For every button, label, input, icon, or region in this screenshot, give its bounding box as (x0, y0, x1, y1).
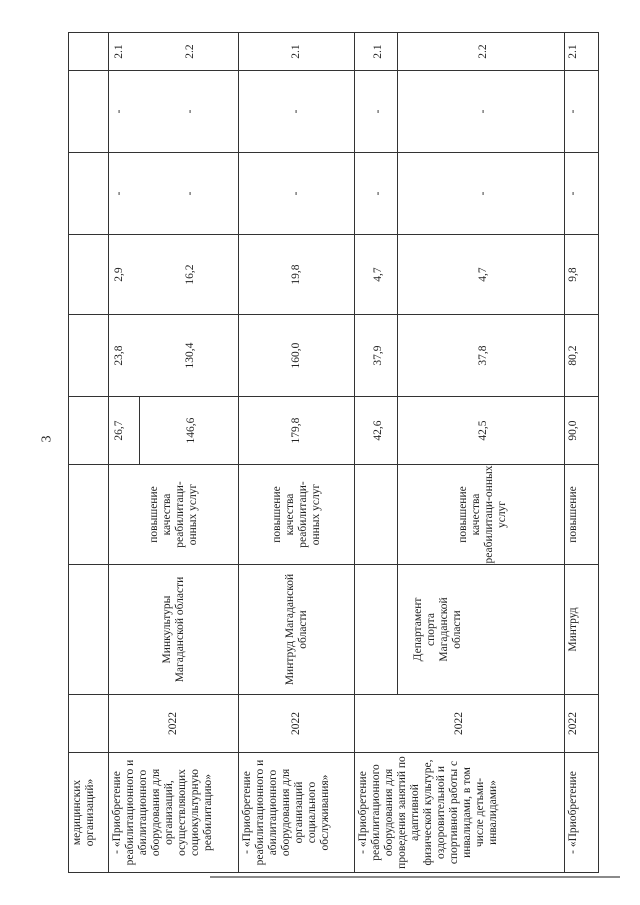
cell-v5: - (239, 71, 355, 153)
cell-v4: - (565, 153, 599, 235)
cell-year: 2022 (355, 695, 565, 753)
cell-v2 (69, 315, 109, 397)
cell-code: 2.1 (565, 33, 599, 71)
value-main: - (476, 191, 489, 196)
cell-v1: 90,0 (565, 397, 599, 465)
cell-executor (69, 565, 109, 695)
table-row (109, 33, 239, 873)
page-number: 3 (39, 435, 55, 443)
table-row (565, 33, 599, 873)
cell-executor (355, 565, 565, 695)
value-main: Департамент спорта Магаданской области (412, 597, 463, 662)
cell-v4 (355, 153, 565, 235)
cell-v1 (69, 397, 109, 465)
cell-v5 (69, 71, 109, 153)
value-main: - (476, 109, 489, 114)
cell-code (355, 33, 565, 71)
value-main: 146,6 (184, 417, 197, 444)
cell-year: 2022 (239, 695, 355, 753)
cell-year: 2022 (109, 695, 239, 753)
cell-result (69, 465, 109, 565)
cell-year (69, 695, 109, 753)
cell-result: повышение качества реабилитаци-онных услуг (109, 465, 239, 565)
value-top: 37,9 (355, 315, 398, 396)
cell-v1 (355, 397, 565, 465)
value-top: 2.1 (355, 33, 398, 70)
cell-code (109, 33, 239, 71)
cell-v3 (355, 235, 565, 315)
cell-name: - «Приобретение (565, 753, 599, 873)
cell-v3 (69, 235, 109, 315)
cell-executor: Минтруд (565, 565, 599, 695)
value-top: 2.1 (113, 44, 125, 59)
cell-v3: 9,8 (565, 235, 599, 315)
cell-code (69, 33, 109, 71)
cell-v2 (109, 315, 239, 397)
cell-v1 (109, 397, 239, 465)
value-top: 2,9 (113, 267, 125, 282)
cell-executor: Минкультуры Магаданской области (109, 565, 239, 695)
value-top: 23,8 (113, 345, 125, 366)
cell-v4 (109, 153, 239, 235)
value-main: - (184, 109, 196, 114)
cell-v4: - (239, 153, 355, 235)
program-table (68, 32, 599, 873)
value-main: 4,7 (476, 267, 489, 282)
cell-v4 (69, 153, 109, 235)
value-top: - (113, 109, 125, 114)
cell-v5 (355, 71, 565, 153)
value-main: - (184, 191, 196, 196)
cell-v3 (109, 235, 239, 315)
cell-v1: 179,8 (239, 397, 355, 465)
cell-result (355, 465, 565, 565)
cell-year: 2022 (565, 695, 599, 753)
value-main: 42,5 (476, 420, 489, 441)
cell-v2: 160,0 (239, 315, 355, 397)
value-top: - (113, 191, 125, 196)
cell-name: - «Приобретение реабилитационного и абилитационного оборудования для организаций, осуществляющих социокультурную реабилитацию» (109, 753, 239, 873)
cell-name: - «Приобретение реабилитационного и абилитационного оборудования для организаций социального обслуживания» (239, 753, 355, 873)
table-row (69, 33, 109, 873)
cell-result: повышение качества реабилитаци-онных услуг (239, 465, 355, 565)
value-top: - (355, 153, 398, 234)
value-main: 37,8 (476, 345, 489, 366)
cell-v2: 80,2 (565, 315, 599, 397)
cell-result: повышение (565, 465, 599, 565)
scan-edge-line (210, 876, 620, 878)
cell-v3: 19,8 (239, 235, 355, 315)
cell-executor: Минтруд Магаданской области (239, 565, 355, 695)
cell-name: медицинских организаций» (69, 753, 109, 873)
value-top: 26,7 (109, 397, 140, 464)
value-main: 16,2 (184, 264, 196, 285)
rotated-table-wrapper (68, 33, 598, 873)
value-main: повышение качества реабилитаци-онных услуг (457, 465, 508, 564)
cell-v5 (109, 71, 239, 153)
value-main: 130,4 (184, 342, 196, 369)
value-main: 2.2 (476, 44, 489, 59)
cell-code: 2.1 (239, 33, 355, 71)
value-top: 42,6 (355, 397, 398, 464)
value-main: 2.2 (184, 44, 196, 59)
table-row (355, 33, 565, 873)
value-top: 4,7 (355, 235, 398, 314)
cell-v2 (355, 315, 565, 397)
cell-name: - «Приобретение реабилитационного оборудования для проведения занятий по адаптивной физической культуре, оздоровительной и спортивной работы с инвалидами, в том числе детьми-инвалидами» (355, 753, 565, 873)
table-row (239, 33, 355, 873)
value-top: - (355, 71, 398, 152)
cell-v5: - (565, 71, 599, 153)
